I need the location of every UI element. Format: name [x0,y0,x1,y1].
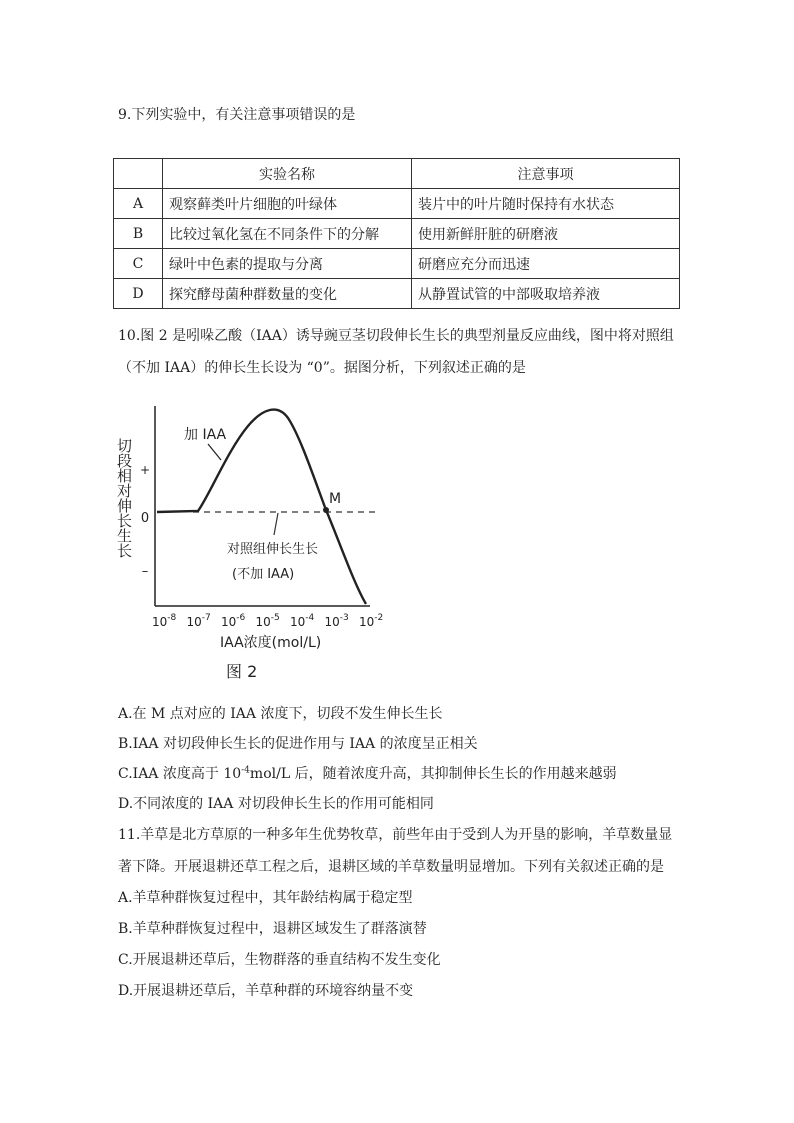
q10-option-d: D.不同浓度的 IAA 对切段伸长生长的作用可能相同 [118,796,434,812]
row-note: 装片中的叶片随时保持有水状态 [412,189,680,219]
row-option: C [114,249,163,279]
control-leader-line [274,513,278,535]
x-axis-label: IAA浓度(mol/L) [220,635,322,651]
row-note: 研磨应充分而迅速 [412,249,680,279]
q9-table [113,158,680,309]
point-m [323,507,329,513]
table-row [114,189,680,219]
q10-option-c [118,763,617,783]
row-option: B [114,219,163,249]
row-note: 从静置试管的中部吸取培养液 [412,279,680,309]
x-tick-label: $10^{-6}$ [221,613,246,629]
header-cell-name: 实验名称 [163,159,412,189]
x-tick-label: $10^{-5}$ [255,613,280,629]
option-c-pre: C.IAA 浓度高于 10 [118,766,242,782]
control-label-line2: (不加 IAA) [232,567,295,582]
y-zero-marker: 0 [140,511,150,526]
point-m-label: M [329,491,342,507]
x-tick-label: $10^{-2}$ [359,613,384,629]
q11-option-b: B.羊草种群恢复过程中，退耕区域发生了群落演替 [118,921,427,937]
y-plus-marker: + [139,463,151,477]
row-option: A [114,189,163,219]
row-name: 观察藓类叶片细胞的叶绿体 [163,189,412,219]
x-tick-label: $10^{-4}$ [290,613,315,629]
q10-option-a: A.在 M 点对应的 IAA 浓度下，切段不发生伸长生长 [118,706,443,722]
q11-option-a: A.羊草种群恢复过程中，其年龄结构属于稳定型 [118,890,413,906]
q10-option-b: B.IAA 对切段伸长生长的促进作用与 IAA 的浓度呈正相关 [118,736,478,752]
header-cell-note: 注意事项 [412,159,680,189]
q10-stem-line1: 10.图 2 是吲哚乙酸（IAA）诱导豌豆茎切段伸长生长的典型剂量反应曲线，图中将对照组 [118,328,674,344]
curve-leader-line [208,444,221,460]
y-minus-marker: – [141,564,149,579]
row-name: 比较过氧化氢在不同条件下的分解 [163,219,412,249]
table-row [114,249,680,279]
q9-stem: 9.下列实验中，有关注意事项错误的是 [118,107,356,123]
figure-caption: 图 2 [226,662,258,681]
row-option: D [114,279,163,309]
header-cell-option [114,159,163,189]
y-axis-label: 切段相对伸长生长 [115,438,133,558]
q11-option-c: C.开展退耕还草后，生物群落的垂直结构不发生变化 [118,952,441,968]
curve-label: 加 IAA [184,427,227,443]
table-row [114,219,680,249]
control-label-line1: 对照组伸长生长 [227,542,319,557]
option-c-exponent: -4 [241,765,250,776]
row-note: 使用新鲜肝脏的研磨液 [412,219,680,249]
x-tick-label: $10^{-7}$ [186,613,211,629]
row-name: 探究酵母菌种群数量的变化 [163,279,412,309]
q11-stem-line1: 11.羊草是北方草原的一种多年生优势牧草，前些年由于受到人为开垦的影响，羊草数量显 [118,827,673,843]
q11-stem-line2: 著下降。开展退耕还草工程之后，退耕区域的羊草数量明显增加。下列有关叙述正确的是 [118,859,664,875]
x-tick-label: $10^{-3}$ [324,613,349,629]
q11-option-d: D.开展退耕还草后，羊草种群的环境容纳量不变 [118,983,414,999]
iaa-dose-response-figure [115,392,398,688]
table-row [114,279,680,309]
x-tick-label: $10^{-8}$ [152,613,177,629]
row-name: 绿叶中色素的提取与分离 [163,249,412,279]
option-c-post: mol/L 后，随着浓度升高，其抑制伸长生长的作用越来越弱 [249,766,617,782]
q10-stem-line2: （不加 IAA）的伸长生长设为 “0”。据图分析，下列叙述正确的是 [118,360,526,376]
table-header-row [114,159,680,189]
